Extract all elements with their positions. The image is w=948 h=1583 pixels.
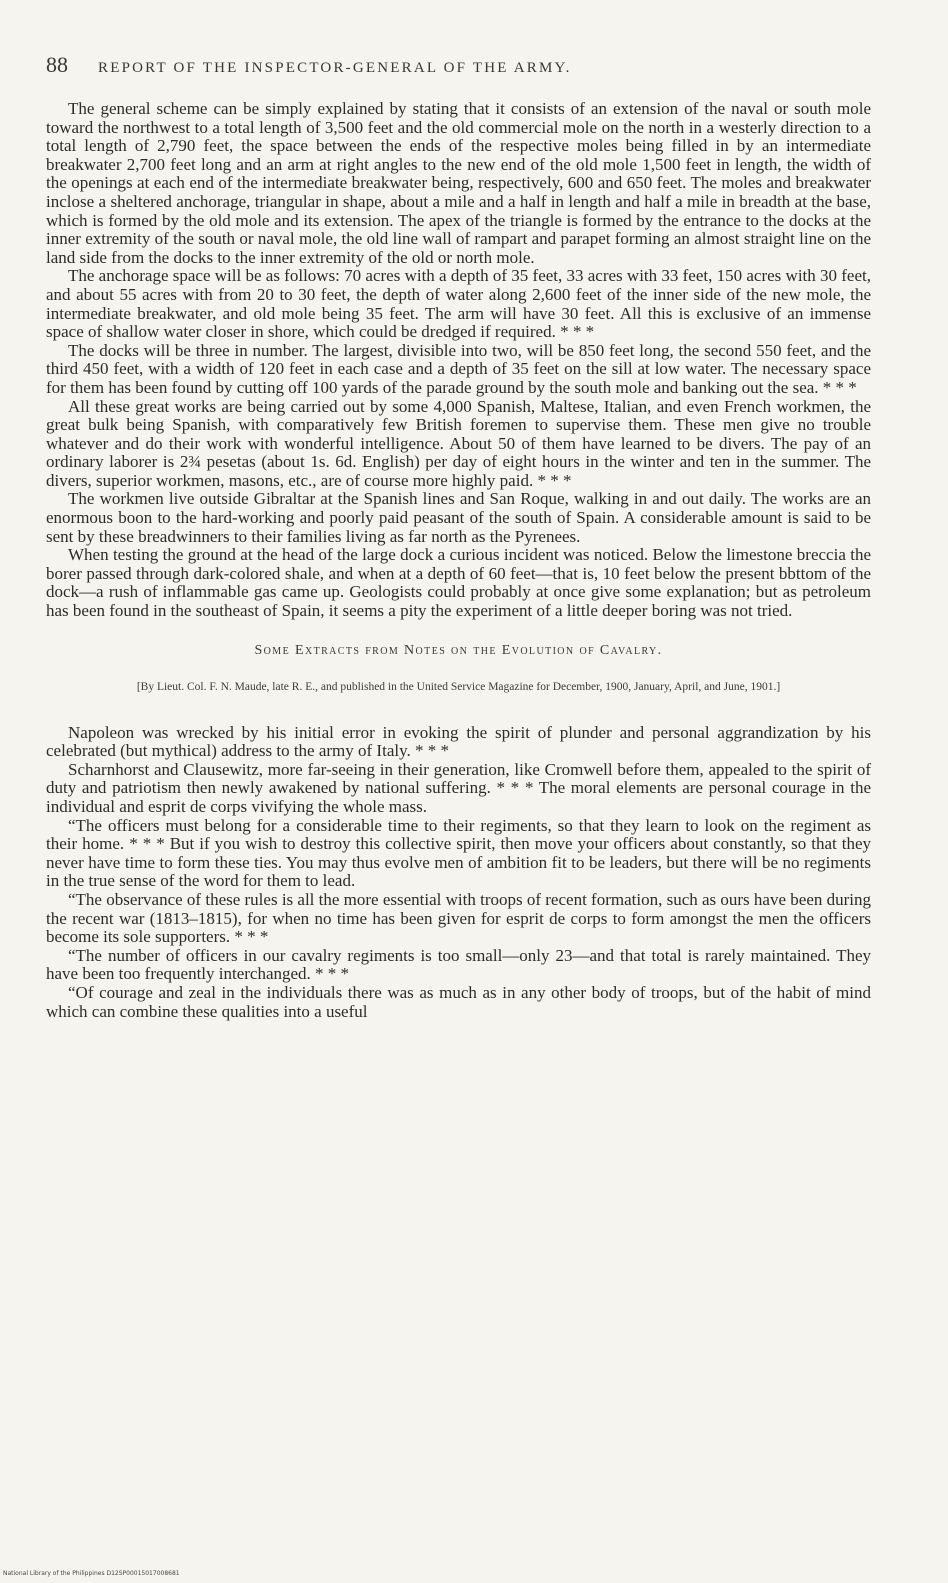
byline: [By Lieut. Col. F. N. Maude, late R. E., and published in the United Service Magazine for December, 1900, January, April, and June, 1901.]	[136, 680, 781, 693]
paragraph: When testing the ground at the head of the large dock a curious incident was noticed. Below the limestone breccia the borer passed through dark-colored shale, and when at a depth of 60 feet—that is, 10 feet below the present bbttom of the dock—a rush of inflammable gas came up. Geologists could probably at once give some explanation; but as petroleum has been found in the southeast of Spain, it seems a pity the experiment of a little deeper boring was not tried.	[46, 545, 871, 621]
paragraph: Scharnhorst and Clausewitz, more far-seeing in their generation, like Cromwell before them, appealed to the spirit of duty and patriotism then newly awakened by national suffering. * * * The moral elements are personal courage in the individual and esprit de corps vivifying the whole mass.	[46, 759, 871, 816]
paragraph: The anchorage space will be as follows: 70 acres with a depth of 35 feet, 33 acres with 33 feet, 150 acres with 30 feet, and about 55 acres with from 20 to 30 feet, the depth of water along 2,600 feet of the inner side of the new mole, the intermediate breakwater, and old mole being 35 feet. The arm will have 30 feet. All this is exclusive of an immense space of shallow water closer in shore, which could be dredged if required. * * *	[46, 266, 871, 342]
page-header	[46, 52, 871, 92]
section-cavalry-extracts	[46, 724, 871, 1022]
document-page	[46, 52, 871, 1021]
paragraph: The docks will be three in number. The largest, divisible into two, will be 850 feet long, the second 550 feet, and the third 450 feet, with a width of 120 feet in each case and a depth of 35 feet on the sill at low water. The necessary space for them has been found by cutting off 100 yards of the parade ground by the south mole and banking out the sea. * * *	[46, 340, 871, 397]
section-title: Some Extracts from Notes on the Evolution of Cavalry.	[254, 642, 663, 658]
section-harbour-works	[46, 100, 871, 621]
paragraph: All these great works are being carried out by some 4,000 Spanish, Maltese, Italian, and even French workmen, the great bulk being Spanish, with comparatively few British foremen to supervise them. These men give no trouble whatever and do their work with wonderful intelligence. About 50 of them have learned to be divers. The pay of an ordinary laborer is 2¾ pesetas (about 1s. 6d. English) per day of eight hours in the winter and ten in the summer. The divers, superior workmen, masons, etc., are of course more highly paid. * * *	[46, 396, 871, 490]
paragraph: The workmen live outside Gibraltar at the Spanish lines and San Roque, walking in and out daily. The works are an enormous boon to the hard-working and poorly paid peasant of the south of Spain. A considerable amount is said to be sent by these breadwinners to their families living as far north as the Pyrenees.	[46, 489, 871, 546]
paragraph: “The number of officers in our cavalry regiments is too small—only 23—and that total is rarely maintained. They have been too frequently interchanged. * * *	[46, 945, 871, 984]
page-number: 88	[46, 52, 68, 77]
paragraph: The general scheme can be simply explained by stating that it consists of an extension of the naval or south mole toward the northwest to a total length of 3,500 feet and the old commercial mole on the north in a westerly direction to a total length of 2,790 feet, the space between the ends of the respective moles being filled in by an intermediate breakwater 2,700 feet long and an arm at right angles to the new end of the old mole 1,500 feet in length, the width of the openings at each end of the intermediate breakwater being, respectively, 600 and 650 feet. The moles and breakwater inclose a sheltered anchorage, triangular in shape, about a mile and a half in length and half a mile in breadth at the base, which is formed by the old mole and its extension. The apex of the triangle is formed by the entrance to the docks at the inner extremity of the south or naval mole, the old line wall of rampart and parapet forming an almost straight line on the land side from the docks to the inner extremity of the old or north mole.	[46, 99, 871, 267]
paragraph: Napoleon was wrecked by his initial error in evoking the spirit of plunder and personal aggrandization by his celebrated (but mythical) address to the army of Italy. * * *	[46, 722, 871, 761]
paragraph: “The observance of these rules is all the more essential with troops of recent formation, such as ours have been during the recent war (1813–1815), for when no time has been given for esprit de corps to form amongst the men the officers become its sole supporters. * * *	[46, 889, 871, 947]
paragraph: “The officers must belong for a considerable time to their regiments, so that they learn to look on the regiment as their home. * * * But if you wish to destroy this collective spirit, then move your officers about constantly, so that they never have time to form these ties. You may thus evolve men of ambition fit to be leaders, but there will be no regiments in the true sense of the word for them to lead.	[46, 815, 871, 891]
running-head: REPORT OF THE INSPECTOR-GENERAL OF THE ARMY.	[98, 60, 572, 76]
paragraph: “Of courage and zeal in the individuals there was as much as in any other body of troops, but of the habit of mind which can combine these qualities into a useful	[46, 982, 871, 1021]
scan-credit: National Library of the Philippines D12SP00015017008681	[3, 1570, 180, 1577]
